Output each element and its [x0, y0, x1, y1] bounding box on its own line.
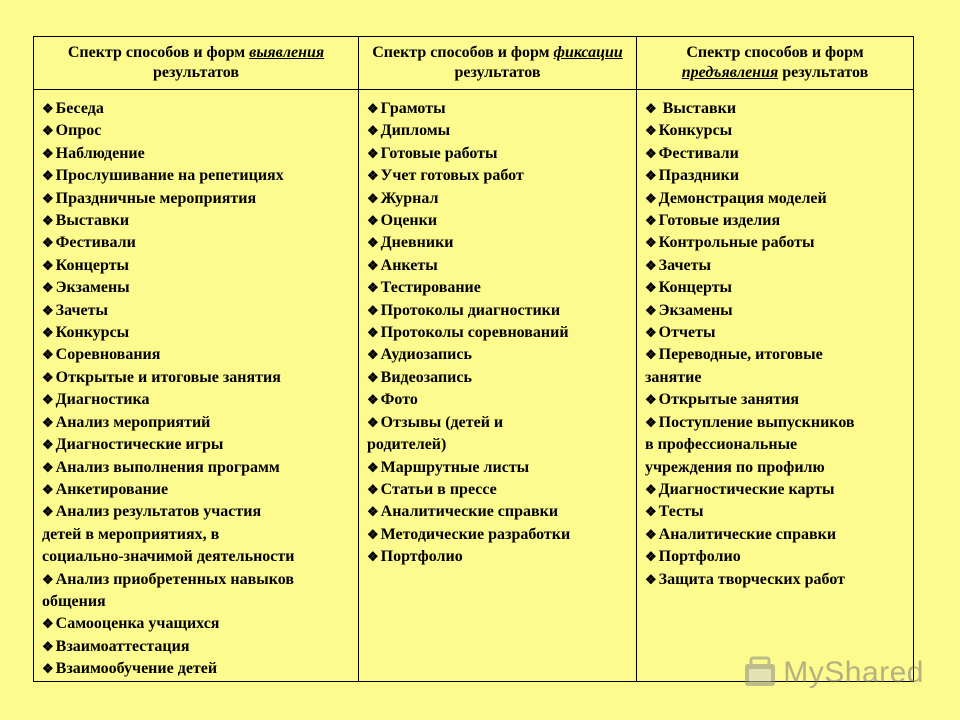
diamond-bullet-icon: ❖	[42, 481, 54, 497]
list-item	[42, 367, 350, 389]
list-item-text: Защита творческих работ	[658, 570, 845, 588]
diamond-bullet-icon: ❖	[367, 123, 379, 139]
list-item	[367, 300, 628, 322]
diamond-bullet-icon: ❖	[42, 504, 54, 520]
list-item	[367, 367, 628, 389]
list-item-text: Концерты	[658, 279, 733, 297]
list-item	[367, 546, 628, 568]
list-item-text: Взаимоаттестация	[55, 637, 190, 655]
detection-list	[42, 98, 350, 681]
list-item	[42, 434, 350, 456]
header-presentation: Спектр способов и форм предъявления результатов	[637, 37, 914, 90]
diamond-bullet-icon: ❖	[42, 638, 54, 654]
list-item	[42, 636, 350, 658]
list-item-text: Фото	[380, 391, 418, 409]
list-item	[645, 322, 905, 344]
list-item	[645, 344, 905, 389]
list-item	[645, 300, 905, 322]
list-item-text: Наблюдение	[55, 144, 145, 162]
diamond-bullet-icon: ❖	[645, 504, 657, 520]
list-item	[42, 210, 350, 232]
list-item	[42, 613, 350, 635]
list-item-text: Аудиозапись	[380, 346, 472, 364]
list-item-text: Фестивали	[55, 234, 136, 252]
list-item	[645, 210, 905, 232]
diamond-bullet-icon: ❖	[367, 414, 379, 430]
diamond-bullet-icon: ❖	[645, 168, 657, 184]
list-item-text: Самооценка учащихся	[55, 615, 220, 633]
list-item-text: Диагностические игры	[55, 436, 224, 454]
cell-detection	[34, 90, 359, 682]
list-item	[42, 457, 350, 479]
list-item	[367, 412, 628, 457]
header-keyword: выявления	[249, 44, 325, 61]
list-item	[645, 120, 905, 142]
list-item	[42, 389, 350, 411]
list-item-text: Демонстрация моделей	[658, 189, 827, 207]
list-item-text: Диагностические карты	[658, 480, 835, 498]
list-item-text: Дипломы	[380, 122, 451, 140]
diamond-bullet-icon: ❖	[42, 123, 54, 139]
list-item-text: Портфолио	[658, 548, 741, 566]
body-row	[34, 90, 914, 682]
list-item-text: Готовые работы	[380, 144, 498, 162]
diamond-bullet-icon: ❖	[42, 437, 54, 453]
list-item-text: Портфолио	[380, 548, 463, 566]
diamond-bullet-icon: ❖	[645, 325, 657, 341]
list-item-text: Взаимообучение детей	[55, 660, 218, 678]
cell-presentation	[637, 90, 914, 682]
list-item	[367, 143, 628, 165]
diamond-bullet-icon: ❖	[367, 459, 379, 475]
recording-list	[367, 98, 628, 569]
list-item	[42, 277, 350, 299]
list-item	[42, 569, 350, 614]
list-item	[42, 143, 350, 165]
diamond-bullet-icon: ❖	[42, 168, 54, 184]
diamond-bullet-icon: ❖	[645, 101, 657, 116]
list-item	[367, 524, 628, 546]
list-item-text: Отчеты	[658, 324, 716, 342]
list-item	[367, 501, 628, 523]
diamond-bullet-icon: ❖	[42, 213, 54, 229]
header-detection: Спектр способов и форм выявления результатов	[34, 37, 359, 90]
list-item-text: Открытые занятия	[658, 391, 800, 409]
diamond-bullet-icon: ❖	[645, 190, 657, 206]
list-item	[367, 232, 628, 254]
diamond-bullet-icon: ❖	[42, 392, 54, 408]
diamond-bullet-icon: ❖	[367, 481, 379, 497]
list-item	[645, 165, 905, 187]
list-item-text: Прослушивание на репетициях	[55, 167, 284, 185]
diamond-bullet-icon: ❖	[367, 145, 379, 161]
list-item-text: Выставки	[55, 212, 130, 230]
list-item-text: Переводные, итоговые занятие	[645, 346, 823, 386]
diamond-bullet-icon: ❖	[367, 168, 379, 184]
diamond-bullet-icon: ❖	[367, 369, 379, 385]
diamond-bullet-icon: ❖	[645, 145, 657, 161]
results-table	[33, 36, 914, 682]
list-item-text: Маршрутные листы	[380, 458, 530, 476]
list-item-text: Зачеты	[658, 256, 711, 274]
diamond-bullet-icon: ❖	[645, 235, 657, 251]
list-item	[367, 255, 628, 277]
list-item-text: Аналитические справки	[658, 525, 837, 543]
cell-recording	[359, 90, 637, 682]
diamond-bullet-icon: ❖	[645, 257, 657, 273]
diamond-bullet-icon: ❖	[42, 347, 54, 363]
list-item-text: Готовые изделия	[658, 212, 781, 230]
list-item	[645, 232, 905, 254]
list-item	[42, 658, 350, 680]
diamond-bullet-icon: ❖	[367, 280, 379, 296]
list-item	[42, 344, 350, 366]
list-item-text: Протоколы диагностики	[380, 301, 561, 319]
list-item-text: Протоколы соревнований	[380, 324, 569, 342]
list-item	[645, 143, 905, 165]
diamond-bullet-icon: ❖	[42, 280, 54, 296]
list-item-text: Анализ выполнения программ	[55, 458, 280, 476]
diamond-bullet-icon: ❖	[645, 549, 657, 565]
list-item-text: Грамоты	[380, 100, 446, 117]
list-item-text: Статьи в прессе	[380, 480, 497, 498]
list-item	[645, 546, 905, 568]
diamond-bullet-icon: ❖	[42, 414, 54, 430]
list-item	[42, 479, 350, 501]
list-item-text: Поступление выпускников в профессиональные учреждения по профилю	[645, 413, 855, 476]
list-item-text: Отзывы (детей и родителей)	[367, 413, 504, 454]
list-item-text: Тесты	[658, 503, 704, 521]
list-item	[645, 569, 905, 591]
myshared-logo-icon	[743, 656, 777, 690]
list-item	[645, 479, 905, 501]
list-item-text: Учет готовых работ	[380, 167, 524, 185]
list-item-text: Видеозапись	[380, 368, 472, 386]
list-item-text: Журнал	[380, 189, 439, 207]
diamond-bullet-icon: ❖	[42, 325, 54, 341]
header-keyword: предъявления	[681, 64, 779, 81]
list-item-text: Дневники	[380, 234, 454, 252]
header-row	[34, 37, 914, 90]
list-item	[645, 412, 905, 479]
diamond-bullet-icon: ❖	[367, 347, 379, 363]
diamond-bullet-icon: ❖	[645, 280, 657, 296]
diamond-bullet-icon: ❖	[42, 235, 54, 251]
diamond-bullet-icon: ❖	[645, 571, 657, 587]
list-item	[42, 188, 350, 210]
header-recording: Спектр способов и форм фиксации результатов	[359, 37, 637, 90]
list-item	[645, 524, 905, 546]
list-item-text: Тестирование	[380, 279, 481, 297]
list-item-text: Опрос	[55, 122, 102, 140]
list-item-text: Контрольные работы	[658, 234, 815, 252]
list-item-text: Диагностика	[55, 391, 150, 409]
list-item	[367, 165, 628, 187]
list-item	[367, 344, 628, 366]
diamond-bullet-icon: ❖	[645, 414, 657, 430]
diamond-bullet-icon: ❖	[367, 325, 379, 341]
list-item	[367, 322, 628, 344]
diamond-bullet-icon: ❖	[645, 481, 657, 497]
diamond-bullet-icon: ❖	[42, 257, 54, 273]
diamond-bullet-icon: ❖	[645, 392, 657, 408]
diamond-bullet-icon: ❖	[367, 549, 379, 565]
list-item	[645, 501, 905, 523]
list-item	[367, 479, 628, 501]
list-item-text: Зачеты	[55, 301, 108, 319]
list-item	[42, 300, 350, 322]
diamond-bullet-icon: ❖	[367, 257, 379, 273]
list-item	[42, 120, 350, 142]
diamond-bullet-icon: ❖	[367, 190, 379, 206]
list-item	[42, 322, 350, 344]
diamond-bullet-icon: ❖	[42, 459, 54, 475]
list-item-text: Беседа	[55, 100, 104, 117]
diamond-bullet-icon: ❖	[367, 526, 379, 542]
diamond-bullet-icon: ❖	[367, 392, 379, 408]
diamond-bullet-icon: ❖	[42, 571, 54, 587]
diamond-bullet-icon: ❖	[367, 302, 379, 318]
list-item	[367, 277, 628, 299]
diamond-bullet-icon: ❖	[42, 101, 54, 116]
list-item-text: Конкурсы	[55, 324, 130, 342]
list-item	[645, 255, 905, 277]
list-item-text: Праздничные мероприятия	[55, 189, 257, 207]
list-item	[645, 389, 905, 411]
diamond-bullet-icon: ❖	[42, 661, 54, 677]
diamond-bullet-icon: ❖	[367, 235, 379, 251]
diamond-bullet-icon: ❖	[42, 190, 54, 206]
list-item-text: Соревнования	[55, 346, 161, 364]
diamond-bullet-icon: ❖	[367, 101, 379, 116]
diamond-bullet-icon: ❖	[42, 145, 54, 161]
list-item-text: Анализ результатов участия детей в мероприятиях, в социально-значимой деятельности	[42, 503, 295, 566]
list-item	[367, 98, 628, 120]
list-item-text: Экзамены	[55, 279, 130, 297]
header-keyword: фиксации	[553, 44, 623, 61]
list-item	[645, 98, 905, 120]
watermark	[743, 656, 924, 690]
diamond-bullet-icon: ❖	[367, 213, 379, 229]
list-item-text: Конкурсы	[658, 122, 733, 140]
diamond-bullet-icon: ❖	[645, 526, 657, 542]
list-item	[367, 210, 628, 232]
presentation-list	[645, 98, 905, 591]
diamond-bullet-icon: ❖	[367, 504, 379, 520]
list-item	[645, 277, 905, 299]
list-item-text: Выставки	[658, 100, 737, 117]
list-item	[42, 232, 350, 254]
list-item	[367, 389, 628, 411]
list-item-text: Анкетирование	[55, 480, 169, 498]
watermark-text: MyShared	[783, 656, 924, 689]
list-item-text: Открытые и итоговые занятия	[55, 368, 281, 386]
list-item	[367, 188, 628, 210]
diamond-bullet-icon: ❖	[42, 369, 54, 385]
list-item	[367, 457, 628, 479]
list-item	[42, 165, 350, 187]
list-item	[42, 412, 350, 434]
list-item	[645, 188, 905, 210]
diamond-bullet-icon: ❖	[645, 302, 657, 318]
list-item	[367, 120, 628, 142]
list-item-text: Фестивали	[658, 144, 739, 162]
list-item-text: Концерты	[55, 256, 130, 274]
list-item-text: Аналитические справки	[380, 503, 559, 521]
list-item-text: Анализ мероприятий	[55, 413, 211, 431]
diamond-bullet-icon: ❖	[42, 302, 54, 318]
list-item	[42, 255, 350, 277]
list-item-text: Анкеты	[380, 256, 438, 274]
list-item	[42, 501, 350, 568]
diamond-bullet-icon: ❖	[645, 347, 657, 363]
list-item-text: Оценки	[380, 212, 438, 230]
diamond-bullet-icon: ❖	[645, 213, 657, 229]
list-item-text: Методические разработки	[380, 525, 571, 543]
diamond-bullet-icon: ❖	[645, 123, 657, 139]
diamond-bullet-icon: ❖	[42, 616, 54, 632]
list-item-text: Экзамены	[658, 301, 733, 319]
list-item	[42, 98, 350, 120]
list-item-text: Праздники	[658, 167, 740, 185]
list-item-text: Анализ приобретенных навыков общения	[42, 570, 295, 610]
